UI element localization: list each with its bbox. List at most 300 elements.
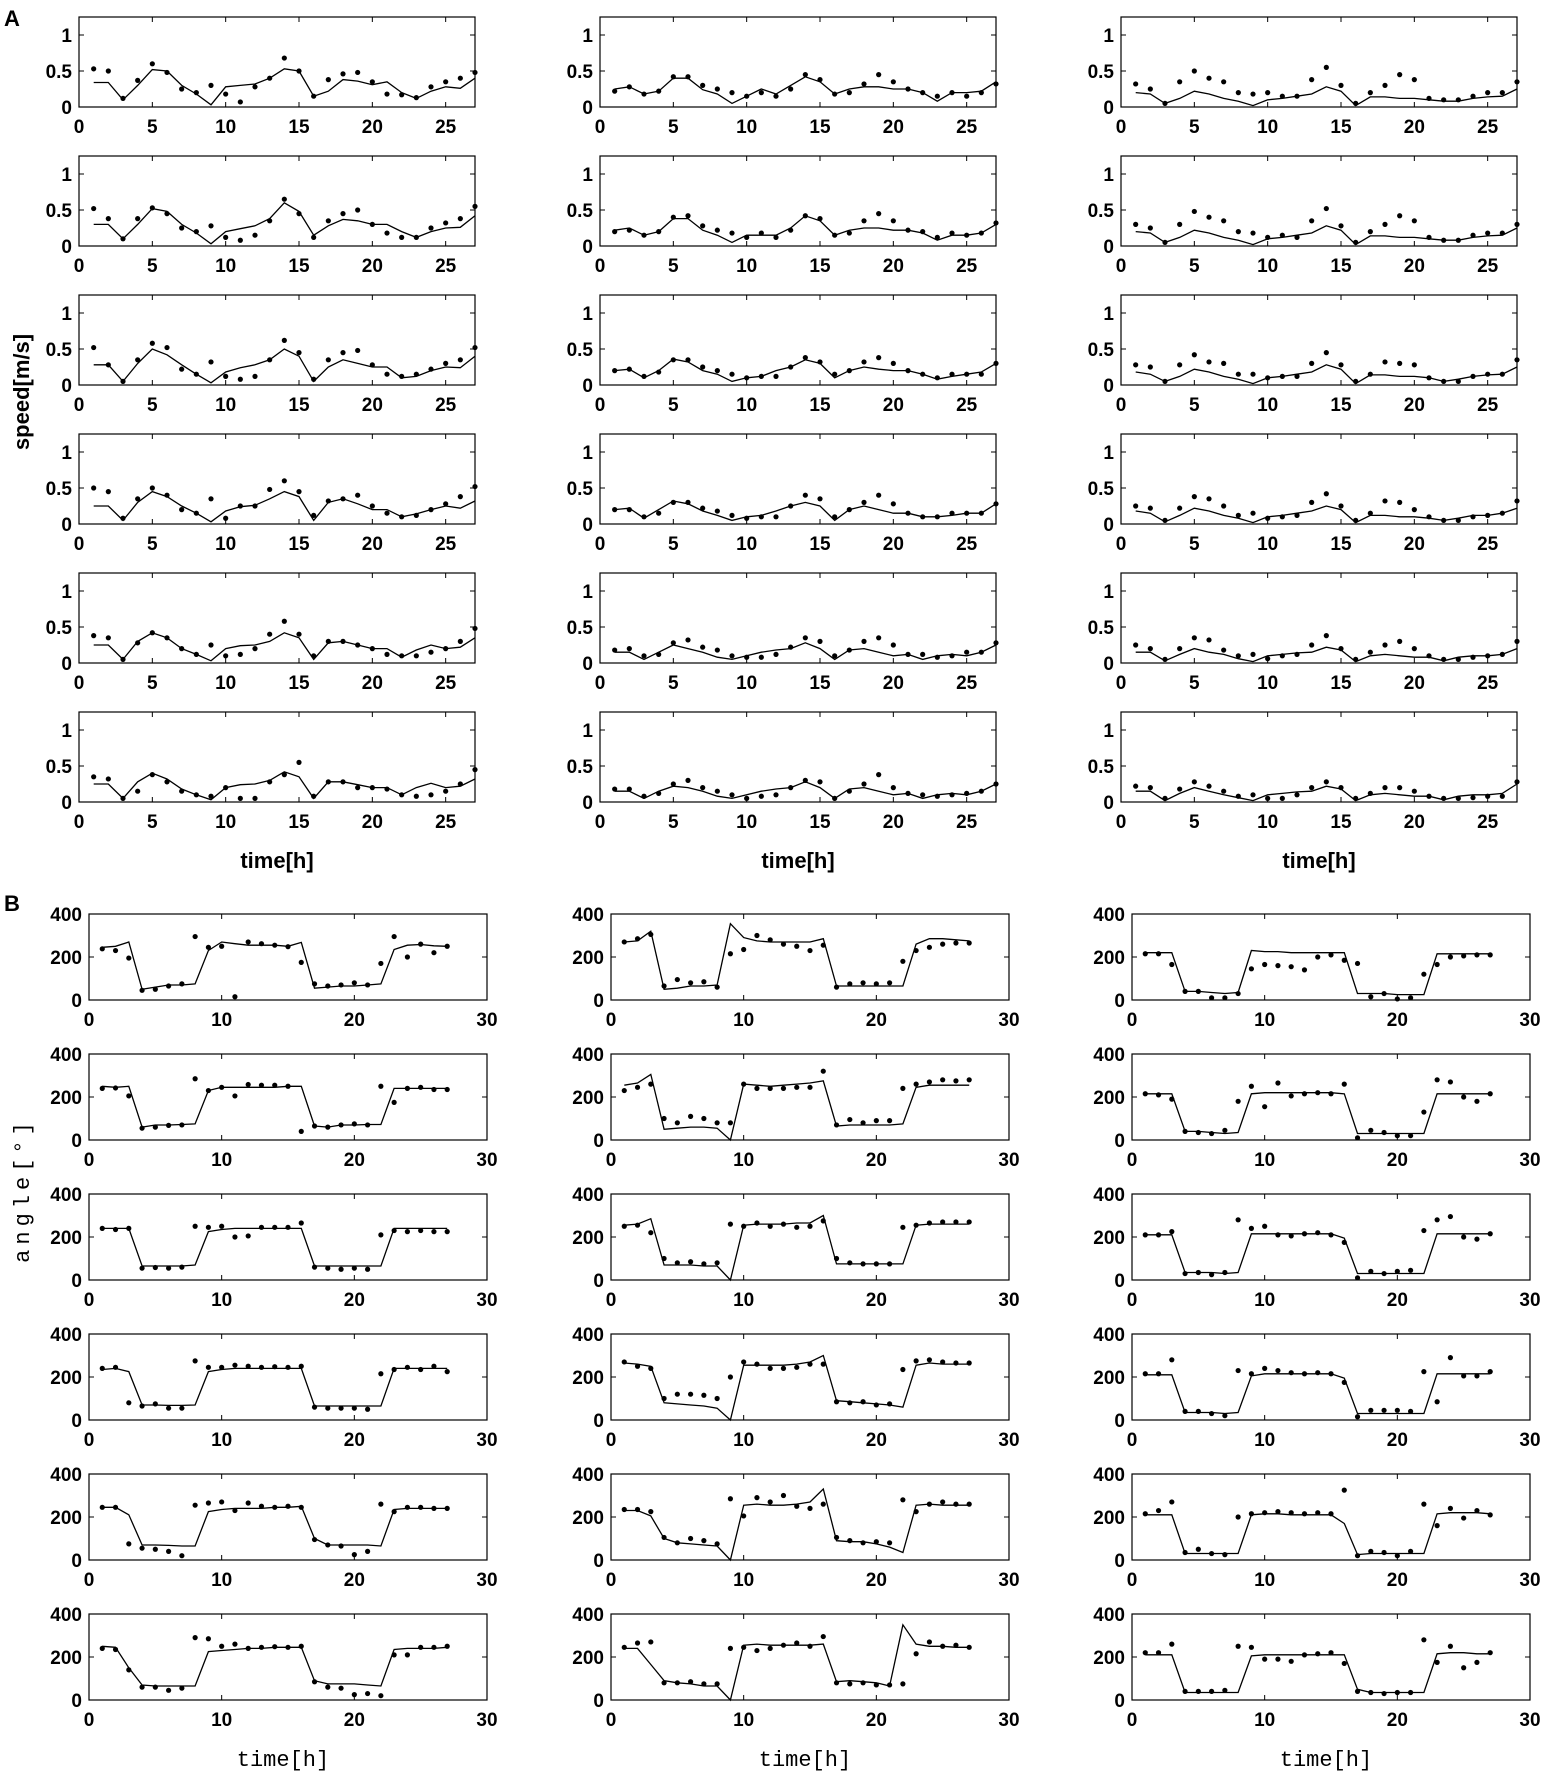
y-tick-label: 0 — [593, 1271, 604, 1292]
subplot-2-1 — [572, 905, 1019, 1031]
subplot-3-2 — [1093, 1045, 1540, 1171]
observed-point — [832, 653, 837, 658]
observed-point — [153, 1401, 158, 1406]
plot-frame — [1132, 1054, 1530, 1140]
observed-point — [627, 367, 632, 372]
observed-point — [715, 647, 720, 652]
observed-point — [1289, 964, 1294, 969]
observed-point — [728, 1222, 733, 1227]
y-tick-label: 0 — [1103, 793, 1114, 814]
y-tick-label: 0 — [71, 991, 82, 1012]
observed-point — [296, 211, 301, 216]
observed-point — [1412, 789, 1417, 794]
observed-point — [179, 86, 184, 91]
observed-point — [267, 76, 272, 81]
plot-frame — [611, 914, 1009, 1000]
observed-point — [219, 1644, 224, 1649]
observed-point — [1280, 653, 1285, 658]
plot-frame — [89, 914, 487, 1000]
observed-point — [768, 1224, 773, 1229]
y-tick-label: 0.5 — [1087, 340, 1114, 361]
observed-point — [126, 1667, 131, 1672]
x-tick-label: 15 — [1330, 812, 1352, 833]
observed-point — [405, 1505, 410, 1510]
y-tick-label: 200 — [50, 1648, 82, 1669]
observed-point — [1368, 1549, 1373, 1554]
x-tick-label: 15 — [288, 534, 310, 555]
x-tick-label: 0 — [594, 812, 606, 833]
observed-point — [1280, 233, 1285, 238]
observed-point — [126, 955, 131, 960]
panel-a-xlabel-col1: time[h] — [240, 848, 314, 873]
observed-point — [1448, 1355, 1453, 1360]
observed-point — [964, 511, 969, 516]
x-tick-label: 0 — [594, 395, 606, 416]
x-tick-label: 25 — [1477, 673, 1499, 694]
x-tick-label: 5 — [1189, 812, 1200, 833]
observed-point — [312, 981, 317, 986]
x-tick-label: 5 — [668, 673, 679, 694]
observed-point — [920, 792, 925, 797]
x-tick-label: 10 — [1254, 1150, 1276, 1171]
observed-point — [1488, 952, 1493, 957]
observed-point — [1456, 657, 1461, 662]
observed-point — [700, 506, 705, 511]
observed-point — [1461, 953, 1466, 958]
observed-point — [370, 785, 375, 790]
subplot-3-5 — [1093, 1465, 1540, 1591]
observed-point — [179, 646, 184, 651]
observed-point — [817, 639, 822, 644]
observed-point — [715, 228, 720, 233]
observed-point — [378, 1084, 383, 1089]
observed-point — [285, 1225, 290, 1230]
observed-point — [267, 218, 272, 223]
x-tick-label: 15 — [288, 673, 310, 694]
observed-point — [1169, 1357, 1174, 1362]
x-tick-label: 10 — [211, 1290, 233, 1311]
observed-point — [794, 1225, 799, 1230]
observed-point — [728, 1120, 733, 1125]
observed-point — [1456, 379, 1461, 384]
observed-point — [206, 1636, 211, 1641]
observed-point — [1249, 1226, 1254, 1231]
y-tick-label: 0 — [1103, 654, 1114, 675]
x-tick-label: 30 — [476, 1570, 498, 1591]
observed-point — [935, 794, 940, 799]
observed-point — [282, 619, 287, 624]
observed-point — [1280, 514, 1285, 519]
plot-frame — [1132, 1474, 1530, 1560]
observed-point — [1485, 653, 1490, 658]
observed-point — [1382, 498, 1387, 503]
observed-point — [355, 207, 360, 212]
x-tick-label: 25 — [435, 534, 457, 555]
y-tick-label: 0 — [593, 1691, 604, 1712]
observed-point — [834, 1399, 839, 1404]
y-tick-label: 200 — [572, 1088, 604, 1109]
observed-point — [405, 1229, 410, 1234]
observed-point — [953, 1219, 958, 1224]
observed-point — [671, 781, 676, 786]
y-tick-label: 0 — [582, 654, 593, 675]
x-tick-label: 5 — [147, 256, 158, 277]
observed-point — [1435, 1399, 1440, 1404]
observed-point — [472, 626, 477, 631]
observed-point — [794, 944, 799, 949]
observed-point — [223, 516, 228, 521]
observed-point — [1435, 1660, 1440, 1665]
x-tick-label: 10 — [733, 1010, 755, 1031]
observed-point — [355, 785, 360, 790]
x-tick-label: 10 — [215, 395, 237, 416]
observed-point — [1209, 1551, 1214, 1556]
y-tick-label: 1 — [61, 443, 72, 464]
observed-point — [1461, 1234, 1466, 1239]
observed-point — [340, 211, 345, 216]
y-tick-label: 1 — [1103, 26, 1114, 47]
observed-point — [246, 939, 251, 944]
observed-point — [1182, 1550, 1187, 1555]
observed-point — [914, 1651, 919, 1656]
subplot-1-6 — [50, 1605, 497, 1731]
observed-point — [1289, 1659, 1294, 1664]
observed-point — [794, 1640, 799, 1645]
observed-point — [1408, 1690, 1413, 1695]
observed-point — [847, 789, 852, 794]
observed-point — [949, 653, 954, 658]
observed-point — [1133, 642, 1138, 647]
observed-point — [1162, 518, 1167, 523]
subplot-1-3 — [50, 1185, 497, 1311]
observed-point — [648, 1639, 653, 1644]
observed-point — [656, 652, 661, 657]
x-tick-label: 0 — [73, 117, 85, 138]
observed-point — [622, 1224, 627, 1229]
observed-point — [179, 1122, 184, 1127]
observed-point — [126, 1541, 131, 1546]
observed-point — [1289, 1510, 1294, 1515]
observed-point — [150, 772, 155, 777]
x-tick-label: 10 — [215, 673, 237, 694]
observed-point — [1368, 90, 1373, 95]
observed-point — [671, 500, 676, 505]
observed-point — [1500, 372, 1505, 377]
observed-point — [352, 1121, 357, 1126]
observed-point — [891, 79, 896, 84]
observed-point — [246, 1082, 251, 1087]
observed-point — [1133, 503, 1138, 508]
observed-point — [1474, 1660, 1479, 1665]
observed-point — [927, 1079, 932, 1084]
observed-point — [729, 792, 734, 797]
observed-point — [238, 238, 243, 243]
observed-point — [272, 1505, 277, 1510]
observed-point — [472, 767, 477, 772]
observed-point — [1182, 1689, 1187, 1694]
observed-point — [272, 943, 277, 948]
y-tick-label: 1 — [61, 721, 72, 742]
observed-point — [656, 229, 661, 234]
observed-point — [1368, 1408, 1373, 1413]
observed-point — [1448, 1506, 1453, 1511]
observed-point — [635, 1364, 640, 1369]
observed-point — [370, 503, 375, 508]
observed-point — [874, 981, 879, 986]
observed-point — [311, 235, 316, 240]
observed-point — [100, 1086, 105, 1091]
observed-point — [232, 1642, 237, 1647]
observed-point — [715, 1541, 720, 1546]
observed-point — [876, 355, 881, 360]
observed-point — [701, 1116, 706, 1121]
observed-point — [754, 1495, 759, 1500]
observed-point — [1294, 374, 1299, 379]
x-tick-label: 20 — [1386, 1430, 1408, 1451]
observed-point — [392, 1367, 397, 1372]
observed-point — [164, 70, 169, 75]
observed-point — [1250, 792, 1255, 797]
y-tick-label: 0 — [1114, 1131, 1125, 1152]
observed-point — [378, 1502, 383, 1507]
observed-point — [259, 941, 264, 946]
observed-point — [832, 91, 837, 96]
observed-point — [807, 1224, 812, 1229]
observed-point — [1382, 222, 1387, 227]
observed-point — [1315, 1090, 1320, 1095]
x-tick-label: 5 — [147, 395, 158, 416]
observed-point — [384, 652, 389, 657]
x-tick-label: 10 — [1254, 1290, 1276, 1311]
observed-point — [150, 341, 155, 346]
observed-point — [949, 230, 954, 235]
x-tick-label: 25 — [956, 534, 978, 555]
subplot-2-3 — [572, 1185, 1019, 1311]
observed-point — [622, 1645, 627, 1650]
observed-point — [370, 362, 375, 367]
observed-point — [1262, 1224, 1267, 1229]
observed-point — [715, 368, 720, 373]
x-tick-label: 20 — [343, 1150, 365, 1171]
subplot-2-3 — [567, 295, 999, 416]
observed-point — [1262, 1366, 1267, 1371]
observed-point — [1368, 650, 1373, 655]
observed-point — [700, 645, 705, 650]
observed-point — [340, 71, 345, 76]
observed-point — [1221, 789, 1226, 794]
observed-point — [206, 945, 211, 950]
subplot-1-4 — [46, 434, 478, 555]
observed-point — [326, 218, 331, 223]
x-tick-label: 5 — [1189, 673, 1200, 694]
observed-point — [891, 642, 896, 647]
x-tick-label: 20 — [1403, 395, 1425, 416]
observed-point — [1382, 83, 1387, 88]
panel-a-letter: A — [4, 6, 20, 31]
observed-point — [1421, 1369, 1426, 1374]
observed-point — [282, 772, 287, 777]
observed-point — [817, 77, 822, 82]
observed-point — [920, 652, 925, 657]
observed-point — [428, 367, 433, 372]
y-tick-label: 400 — [50, 1465, 82, 1486]
observed-point — [296, 760, 301, 765]
subplot-1-2 — [50, 1045, 497, 1171]
observed-point — [472, 70, 477, 75]
observed-point — [1196, 1409, 1201, 1414]
observed-point — [399, 92, 404, 97]
observed-point — [267, 357, 272, 362]
y-tick-label: 0 — [71, 1411, 82, 1432]
observed-point — [120, 516, 125, 521]
x-tick-label: 25 — [1477, 256, 1499, 277]
observed-point — [927, 1357, 932, 1362]
observed-point — [1408, 1268, 1413, 1273]
observed-point — [964, 372, 969, 377]
observed-point — [443, 361, 448, 366]
observed-point — [1222, 1413, 1227, 1418]
observed-point — [1426, 794, 1431, 799]
subplot-1-4 — [50, 1325, 497, 1451]
observed-point — [472, 345, 477, 350]
observed-point — [656, 89, 661, 94]
observed-point — [788, 503, 793, 508]
observed-point — [622, 1507, 627, 1512]
observed-point — [1250, 511, 1255, 516]
observed-point — [1381, 991, 1386, 996]
observed-point — [1143, 951, 1148, 956]
observed-point — [847, 1538, 852, 1543]
observed-point — [685, 500, 690, 505]
observed-point — [179, 789, 184, 794]
observed-point — [414, 95, 419, 100]
observed-point — [338, 1406, 343, 1411]
observed-point — [1441, 97, 1446, 102]
observed-point — [405, 1652, 410, 1657]
model-series-line — [615, 77, 996, 104]
observed-point — [1209, 995, 1214, 1000]
observed-point — [1162, 101, 1167, 106]
observed-point — [1368, 1269, 1373, 1274]
observed-point — [100, 1226, 105, 1231]
observed-point — [1302, 1091, 1307, 1096]
plot-frame — [1132, 1334, 1530, 1420]
y-tick-label: 0.5 — [45, 757, 72, 778]
x-tick-label: 5 — [1189, 256, 1200, 277]
y-tick-label: 0 — [582, 515, 593, 536]
y-tick-label: 0 — [593, 1411, 604, 1432]
y-tick-label: 0.5 — [1087, 757, 1114, 778]
x-tick-label: 5 — [147, 534, 158, 555]
y-tick-label: 0 — [593, 1131, 604, 1152]
panel-a-ylabel: speed[m/s] — [9, 333, 34, 451]
observed-point — [325, 1125, 330, 1130]
x-tick-label: 10 — [733, 1290, 755, 1311]
observed-point — [208, 83, 213, 88]
observed-point — [1448, 954, 1453, 959]
model-series-line — [1145, 1653, 1490, 1693]
observed-point — [267, 487, 272, 492]
observed-point — [1294, 652, 1299, 657]
observed-point — [1488, 1512, 1493, 1517]
observed-point — [834, 985, 839, 990]
observed-point — [935, 94, 940, 99]
y-tick-label: 0.5 — [566, 62, 593, 83]
observed-point — [135, 357, 140, 362]
y-tick-label: 400 — [572, 1325, 604, 1346]
observed-point — [1395, 1553, 1400, 1558]
observed-point — [399, 653, 404, 658]
x-tick-label: 20 — [361, 256, 383, 277]
observed-point — [113, 1227, 118, 1232]
x-tick-label: 20 — [882, 395, 904, 416]
x-tick-label: 20 — [343, 1290, 365, 1311]
observed-point — [445, 1087, 450, 1092]
observed-point — [993, 81, 998, 86]
x-tick-label: 15 — [1330, 117, 1352, 138]
observed-point — [325, 983, 330, 988]
observed-point — [193, 1503, 198, 1508]
observed-point — [299, 1129, 304, 1134]
observed-point — [1474, 1373, 1479, 1378]
observed-point — [905, 86, 910, 91]
observed-point — [458, 76, 463, 81]
x-tick-label: 30 — [1519, 1710, 1541, 1731]
observed-point — [1328, 1091, 1333, 1096]
observed-point — [1338, 646, 1343, 651]
observed-point — [1461, 1515, 1466, 1520]
y-tick-label: 1 — [582, 443, 593, 464]
y-tick-label: 400 — [50, 1045, 82, 1066]
observed-point — [1485, 372, 1490, 377]
y-tick-label: 0 — [61, 237, 72, 258]
observed-point — [920, 90, 925, 95]
observed-point — [1182, 1129, 1187, 1134]
observed-point — [326, 77, 331, 82]
observed-point — [414, 653, 419, 658]
observed-point — [443, 220, 448, 225]
observed-point — [282, 197, 287, 202]
observed-point — [252, 503, 257, 508]
observed-point — [365, 1407, 370, 1412]
observed-point — [153, 1265, 158, 1270]
observed-point — [754, 1220, 759, 1225]
observed-point — [223, 235, 228, 240]
observed-point — [648, 1509, 653, 1514]
observed-point — [91, 633, 96, 638]
y-tick-label: 1 — [1103, 721, 1114, 742]
observed-point — [370, 79, 375, 84]
observed-point — [1488, 1091, 1493, 1096]
observed-point — [671, 357, 676, 362]
subplot-3-3 — [1093, 1185, 1540, 1311]
observed-point — [326, 357, 331, 362]
observed-point — [887, 1540, 892, 1545]
observed-point — [821, 1069, 826, 1074]
observed-point — [153, 987, 158, 992]
observed-point — [238, 377, 243, 382]
observed-point — [299, 960, 304, 965]
observed-point — [299, 1220, 304, 1225]
observed-point — [1196, 1130, 1201, 1135]
observed-point — [1381, 1271, 1386, 1276]
subplot-3-4 — [1093, 1325, 1540, 1451]
observed-point — [1514, 779, 1519, 784]
x-tick-label: 20 — [882, 117, 904, 138]
subplot-2-2 — [567, 156, 999, 277]
y-tick-label: 400 — [1093, 1465, 1125, 1486]
observed-point — [648, 932, 653, 937]
